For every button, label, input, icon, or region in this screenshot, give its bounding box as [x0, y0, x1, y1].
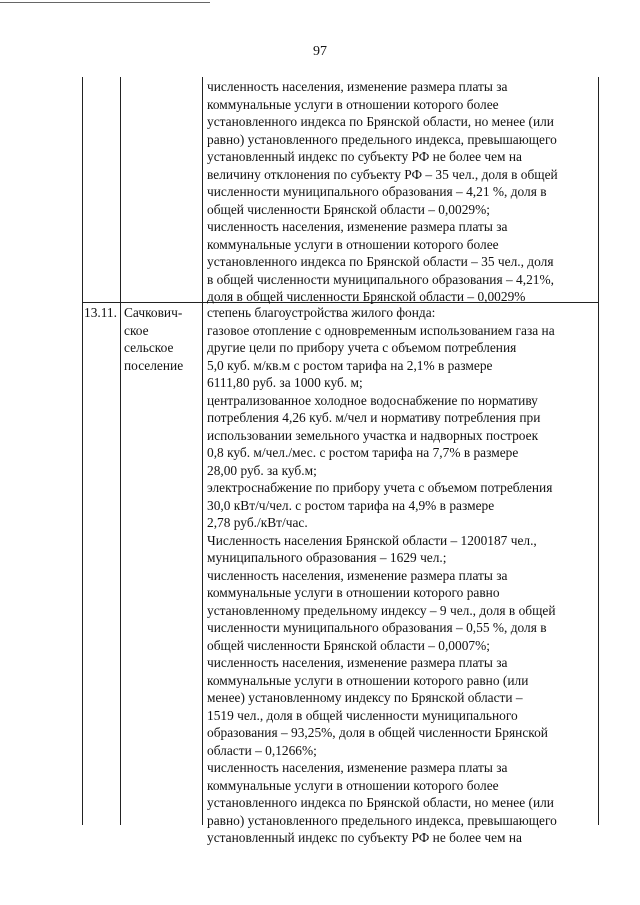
- content-line: степень благоустройства жилого фонда:: [207, 305, 436, 320]
- content-line: общей численности Брянской области – 0,0029%;: [207, 201, 490, 217]
- settlement-name-line: ское: [124, 322, 149, 338]
- content-line: равно) установленного предельного индекса, превышающего: [207, 812, 557, 828]
- settlement-name-line: поселение: [124, 357, 184, 373]
- content-line: установленного индекса по Брянской области – 35 чел., доля: [207, 254, 554, 269]
- content-line: численности муниципального образования – 4,21 %, доля в: [207, 184, 547, 199]
- content-line: численность населения, изменение размера платы за: [207, 219, 508, 234]
- content-line: образования – 93,25%, доля в общей численности Брянской: [207, 725, 548, 740]
- content-line: численность населения, изменение размера платы за: [207, 567, 508, 583]
- settlement-name-line: Сачкович-: [124, 305, 183, 320]
- content-line: установленный индекс по субъекту РФ не более чем на: [207, 830, 522, 845]
- table-border-col1: [120, 77, 121, 825]
- row-number-cell: 13.11.: [84, 305, 117, 320]
- content-line: 30,0 кВт/ч/чел. с ростом тарифа на 4,9% в размере: [207, 497, 495, 513]
- content-line: установленный индекс по субъекту РФ не более чем на: [207, 149, 522, 164]
- content-line: коммунальные услуги в отношении которого равно (или: [207, 672, 529, 688]
- content-line: 5,0 куб. м/кв.м с ростом тарифа на 2,1% в размере: [207, 357, 493, 373]
- table-border-col2: [202, 77, 203, 825]
- content-line: общей численности Брянской области – 0,0007%;: [207, 637, 490, 653]
- content-line: 1519 чел., доля в общей численности муниципального: [207, 707, 518, 723]
- content-line: 6111,80 руб. за 1000 куб. м;: [207, 375, 363, 390]
- table-border-right: [598, 77, 599, 825]
- content-line: доля в общей численности Брянской области – 0,0029%: [207, 289, 526, 304]
- content-line: 0,8 куб. м/чел./мес. с ростом тарифа на 7,7% в размере: [207, 445, 519, 460]
- content-line: менее) установленному индексу по Брянской области –: [207, 690, 523, 705]
- content-line: области – 0,1266%;: [207, 742, 317, 758]
- content-line: муниципального образования – 1629 чел.;: [207, 550, 447, 565]
- content-line: использовании земельного участка и надворных построек: [207, 427, 539, 443]
- content-line: установленного индекса по Брянской области, но менее (или: [207, 795, 554, 810]
- content-line: газовое отопление с одновременным использованием газа на: [207, 322, 555, 338]
- header-rule: [0, 2, 210, 3]
- table-border-left: [82, 77, 83, 825]
- content-line: численность населения, изменение размера платы за: [207, 79, 508, 94]
- content-line: коммунальные услуги в отношении которого более: [207, 236, 499, 252]
- content-line: другие цели по прибору учета с объемом потребления: [207, 340, 517, 355]
- settlement-name-line: сельское: [124, 340, 174, 355]
- content-line: коммунальные услуги в отношении которого более: [207, 777, 499, 793]
- content-line: равно) установленного предельного индекса, превышающего: [207, 131, 557, 147]
- content-line: численность населения, изменение размера платы за: [207, 655, 508, 670]
- content-line: электроснабжение по прибору учета с объемом потребления: [207, 480, 553, 495]
- content-line: коммунальные услуги в отношении которого более: [207, 96, 499, 112]
- content-line: 2,78 руб./кВт/час.: [207, 515, 308, 530]
- content-line: установленного индекса по Брянской области, но менее (или: [207, 114, 554, 129]
- content-line: величину отклонения по субъекту РФ – 35 чел., доля в общей: [207, 166, 558, 182]
- content-line: численность населения, изменение размера платы за: [207, 760, 508, 775]
- page-number: 97: [313, 44, 327, 59]
- content-line: установленному предельному индексу – 9 чел., доля в общей: [207, 602, 556, 618]
- content-line: численности муниципального образования – 0,55 %, доля в: [207, 620, 547, 635]
- content-line: потребления 4,26 куб. м/чел и нормативу потребления при: [207, 410, 541, 425]
- content-line: Численность населения Брянской области – 1200187 чел.,: [207, 532, 537, 548]
- content-line: централизованное холодное водоснабжение по нормативу: [207, 392, 538, 408]
- content-line: 28,00 руб. за куб.м;: [207, 462, 317, 478]
- content-line: коммунальные услуги в отношении которого равно: [207, 585, 500, 600]
- content-line: в общей численности муниципального образования – 4,21%,: [207, 271, 554, 287]
